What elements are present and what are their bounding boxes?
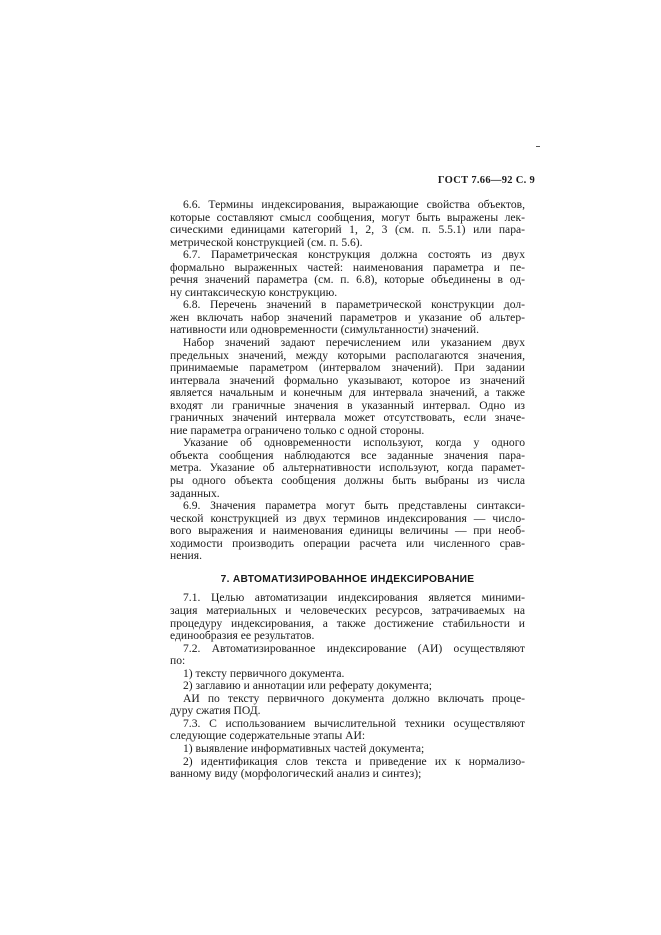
paragraph	[170, 337, 525, 437]
section-7-paragraphs	[170, 592, 525, 780]
text-line: дуру сжатия ПОД.	[170, 704, 261, 718]
text-line: 7.3. С использованием вычислительной техники осуществляют	[183, 716, 525, 730]
text-line: ние параметра ограничено только с одной стороны.	[170, 423, 425, 437]
paragraph	[170, 592, 525, 642]
paragraph	[170, 743, 525, 756]
text-line: ну синтаксическую конструкцию.	[170, 285, 338, 299]
text-line: ванному виду (морфологический анализ и синтез);	[170, 767, 422, 781]
text-line: 2) заглавию и аннотации или реферату документа;	[183, 679, 432, 693]
paragraph	[170, 643, 525, 668]
text-line: входят ли граничные значения в указанный интервал. Одно из	[170, 398, 525, 412]
text-line: которые составляют смысл сообщения, могут быть выражены лек-	[170, 210, 525, 224]
text-line: жен включать набор значений параметров и указание об альтер-	[170, 310, 525, 324]
text-line: граничных значений интервала может отсутствовать, если значе-	[170, 411, 525, 425]
text-line: нативности или одновременности (симультанности) значений.	[170, 323, 480, 337]
paragraph	[170, 756, 525, 781]
section-heading: 7. АВТОМАТИЗИРОВАННОЕ ИНДЕКСИРОВАНИЕ	[220, 573, 475, 585]
text-line: объекта сообщения наблюдаются все заданные значения пара-	[170, 448, 525, 462]
text-line: формально выраженных частей: наименования параметра и пе-	[170, 260, 525, 274]
text-line: 6.7. Параметрическая конструкция должна состоять из двух	[183, 248, 525, 262]
text-line: метра. Указание об альтернативности используют, когда парамет-	[170, 461, 525, 475]
text-line: следующие содержательные этапы АИ:	[170, 729, 366, 743]
text-line: ры одного объекта сообщения должны быть выбраны из числа	[170, 474, 525, 488]
paragraph	[170, 500, 525, 563]
paragraph	[170, 437, 525, 500]
text-line: ческой конструкцией из двух терминов индексирования — число-	[170, 511, 525, 525]
text-line: по:	[170, 654, 186, 668]
text-line: является начальным и конечным для интервала значений, а также	[170, 386, 525, 400]
text-line: предельных значений, между которыми располагаются значения,	[170, 348, 525, 362]
text-line: единообразия ее результатов.	[170, 629, 315, 643]
text-line: 7.2. Автоматизированное индексирование (АИ) осуществляют	[183, 641, 525, 655]
text-line: речня значений параметра (см. п. 6.8), которые объединены в од-	[170, 273, 525, 287]
text-line: сическими единицами категорий 1, 2, 3 (см. п. 5.5.1) или пара-	[170, 223, 525, 237]
text-line: принимаемые параметром (интервалом значений). При задании	[170, 361, 525, 375]
paragraph	[170, 299, 525, 337]
text-line: 6.9. Значения параметра могут быть представлены синтакси-	[183, 499, 525, 513]
text-line: Набор значений задают перечислением или указанием двух	[183, 336, 525, 350]
paragraph	[170, 249, 525, 299]
text-line: 1) выявление информативных частей документа;	[183, 741, 425, 755]
text-line: ходимости производить операции расчета или численного срав-	[170, 536, 525, 550]
text-line: процедуру индексирования, а также достижение стабильности и	[170, 616, 525, 630]
paragraph	[170, 680, 525, 693]
text-line: интервала значений формально указывают, которое из значений	[170, 373, 525, 387]
text-line: заданных.	[170, 486, 220, 500]
document-body	[170, 199, 525, 781]
text-line: 2) идентификация слов текста и приведение их к нормализо-	[183, 754, 525, 768]
paragraph	[170, 199, 525, 249]
text-line: вого выражения и наименования единицы величины — при необ-	[170, 524, 525, 538]
paragraph	[170, 718, 525, 743]
text-line: 1) тексту первичного документа.	[183, 666, 345, 680]
text-line: зация материальных и человеческих ресурсов, затрачиваемых на	[170, 603, 525, 617]
text-line: 7.1. Целью автоматизации индексирования является миними-	[183, 591, 525, 605]
text-line: метрической конструкцией (см. п. 5.6).	[170, 235, 363, 249]
page-header: ГОСТ 7.66—92 С. 9	[437, 175, 535, 186]
paragraph	[170, 693, 525, 718]
page-mark	[536, 146, 540, 147]
text-line: Указание об одновременности используют, когда у одного	[183, 436, 525, 450]
section-6-paragraphs	[170, 199, 525, 563]
text-line: 6.8. Перечень значений в параметрической конструкции дол-	[183, 298, 525, 312]
text-line: АИ по тексту первичного документа должно включать проце-	[183, 691, 525, 705]
text-line: 6.6. Термины индексирования, выражающие свойства объектов,	[183, 198, 525, 211]
text-line: нения.	[170, 549, 202, 563]
